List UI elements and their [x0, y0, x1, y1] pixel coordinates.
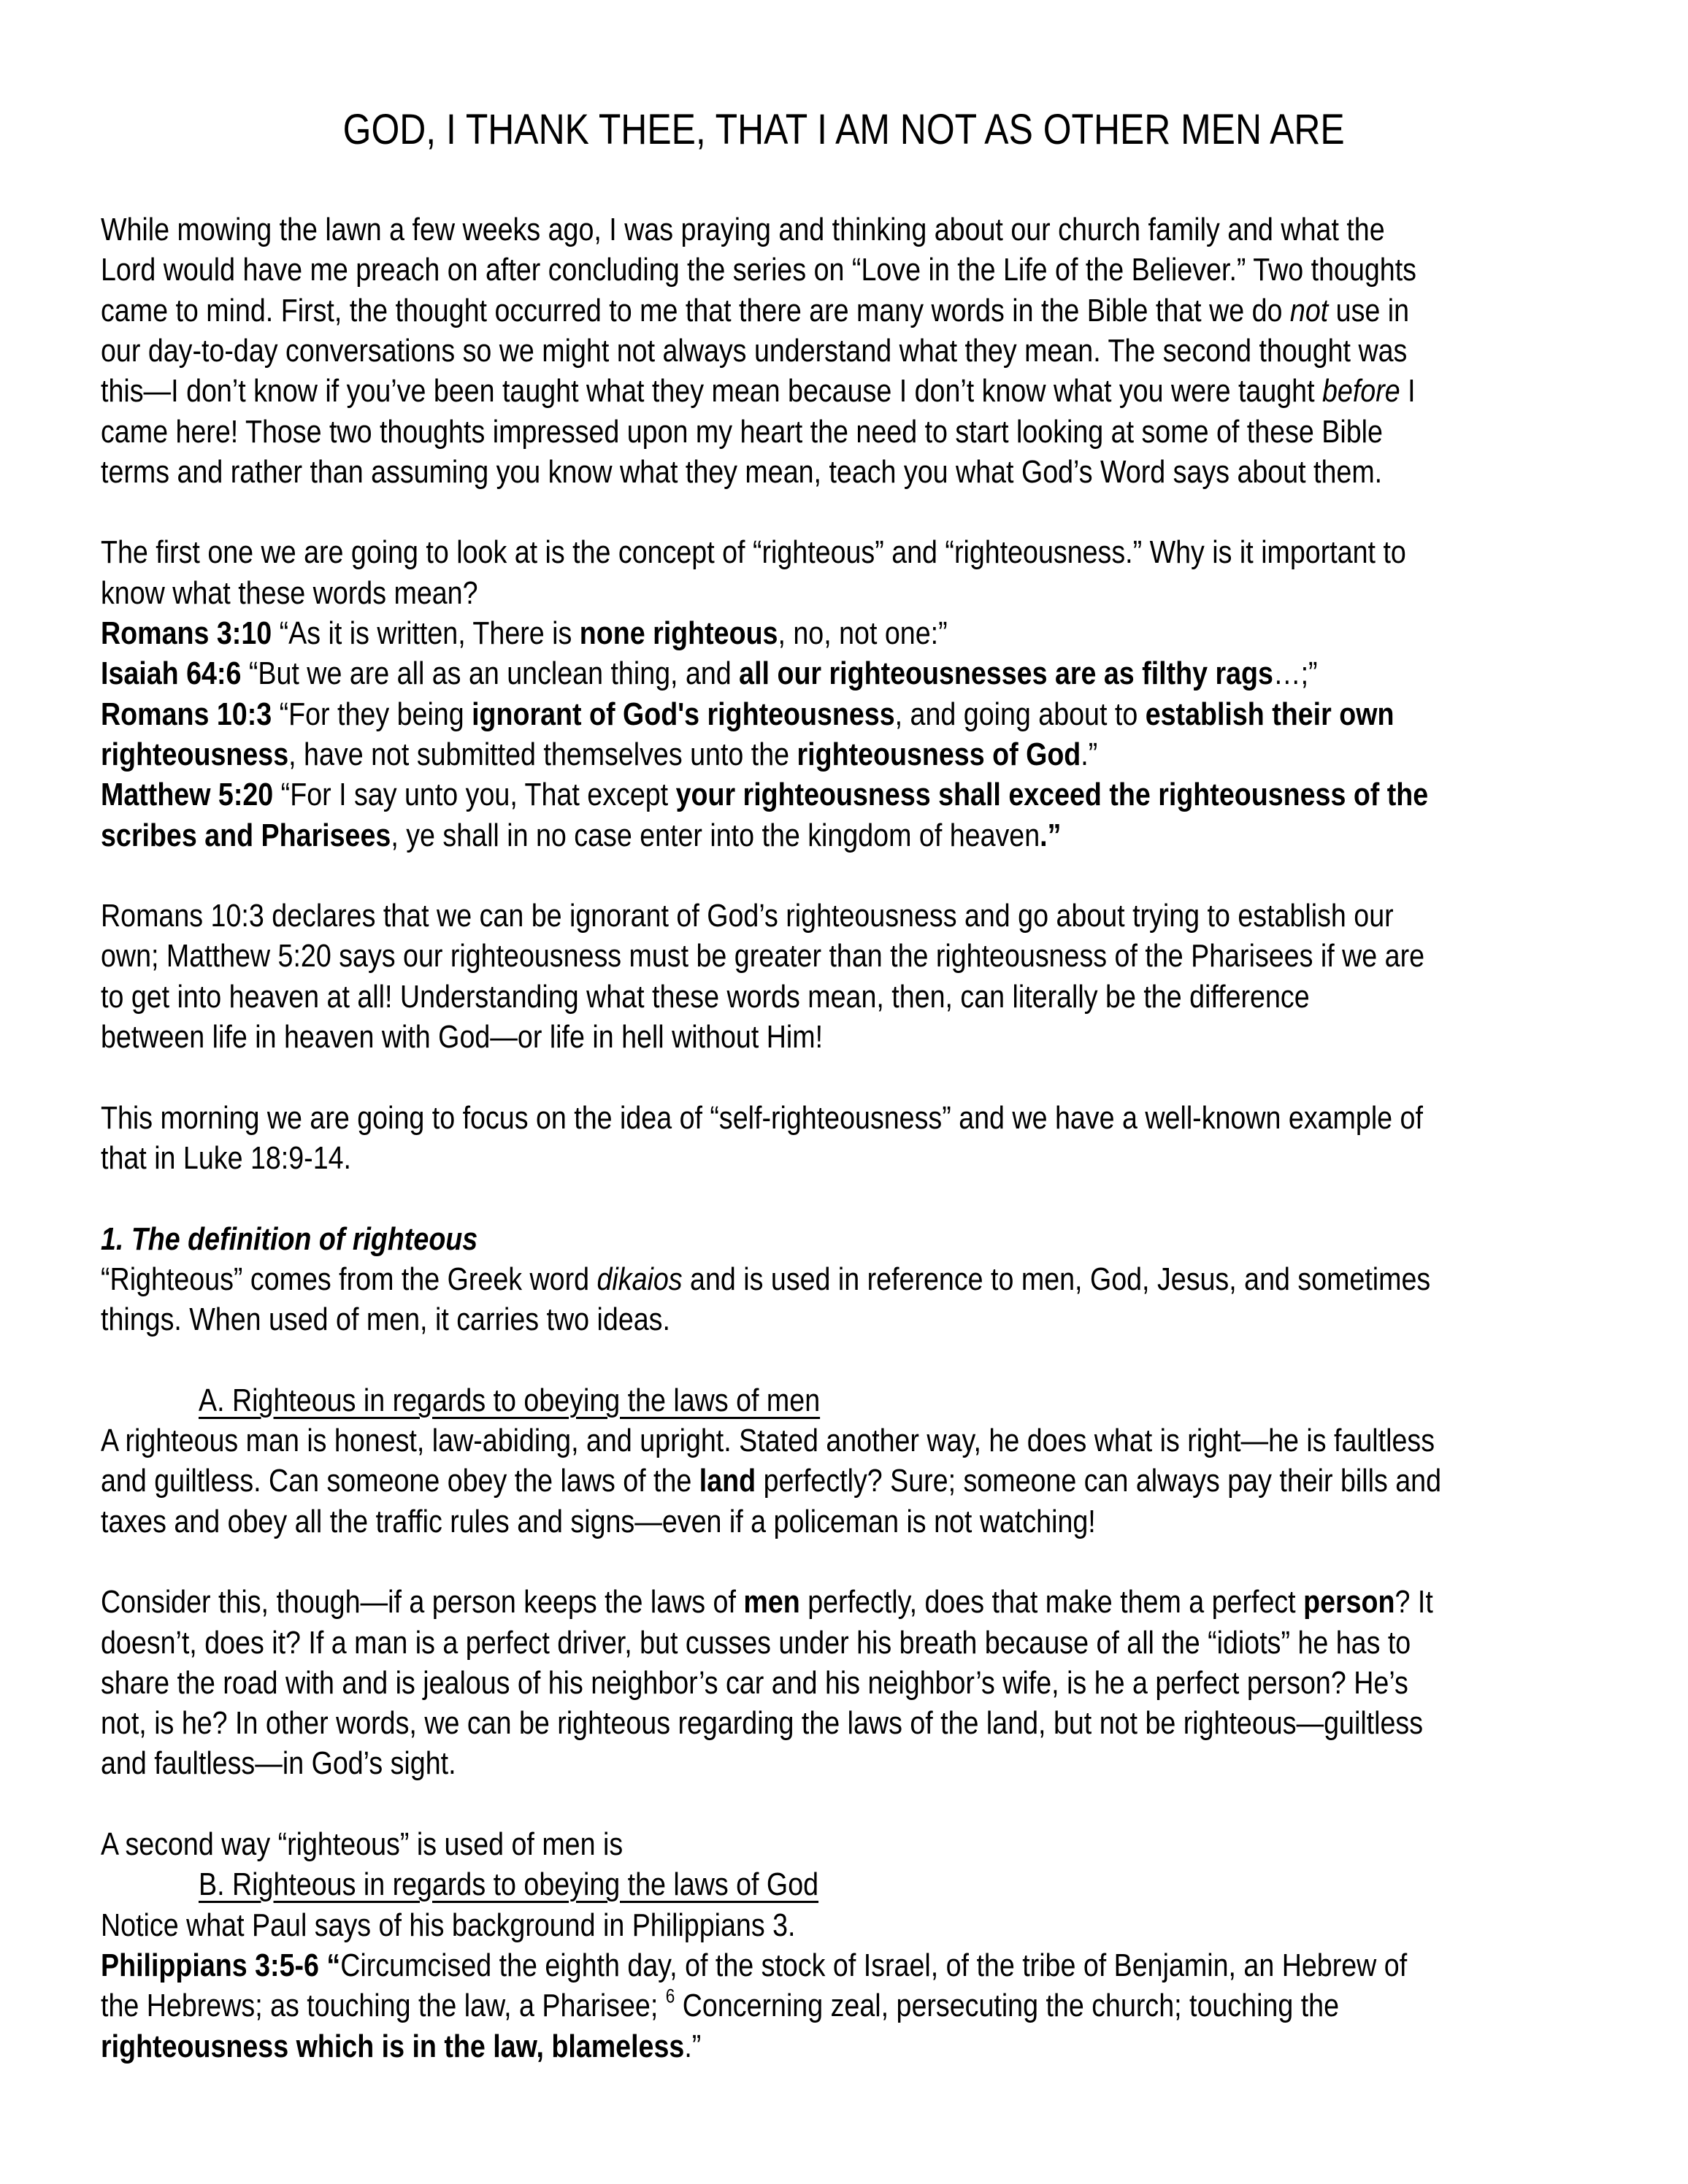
- text-segment: Concerning zeal, persecuting the church; touching the: [675, 1988, 1340, 2023]
- text-segment: not: [1289, 293, 1329, 328]
- bold-text: all our righteousnesses are as filthy rags: [739, 655, 1273, 691]
- bold-text: Philippians 3:5-6 “: [101, 1947, 341, 1983]
- text-line: [101, 1219, 477, 1259]
- text-segment: Romans 10:3 declares that we can be ignorant of God’s righteousness and go about trying to establish our: [101, 898, 1394, 934]
- bold-text: righteousness which is in the law, blameless: [101, 2029, 685, 2064]
- text-segment: I: [1400, 373, 1416, 409]
- text-line: [101, 1017, 823, 1057]
- bold-text: scribes and Pharisees: [101, 818, 391, 853]
- text-segment: share the road with and is jealous of his neighbor’s car and his neighbor’s wife, is he a perfect person? He’s: [101, 1665, 1408, 1701]
- text-line: [101, 2026, 701, 2066]
- text-line: [101, 452, 1382, 492]
- text-line: [101, 331, 1407, 371]
- text-segment: A righteous man is honest, law-abiding, and upright. Stated another way, he does what is right—he is faultless: [101, 1423, 1435, 1458]
- text-segment: not, is he? In other words, we can be righteous regarding the laws of the land, but not be righteous—guiltless: [101, 1705, 1424, 1741]
- text-segment: our day-to-day conversations so we might not always understand what they mean. The second thought was: [101, 333, 1408, 369]
- text-segment: taxes and obey all the traffic rules and signs—even if a policeman is not watching!: [101, 1504, 1096, 1539]
- text-segment: Notice what Paul says of his background in Philippians 3.: [101, 1907, 796, 1943]
- text-segment: A. Righteous in regards to obeying the laws of men: [199, 1383, 821, 1418]
- section-subheading: [199, 1864, 818, 1904]
- text-line: [101, 653, 1318, 693]
- text-line: [101, 1703, 1423, 1743]
- text-segment: to get into heaven at all! Understanding what these words mean, then, can literally be the difference: [101, 979, 1310, 1015]
- text-segment: “Righteous” comes from the Greek word: [101, 1261, 597, 1297]
- text-line: [101, 1623, 1411, 1663]
- text-segment: perfectly? Sure; someone can always pay their bills and: [756, 1463, 1442, 1499]
- bold-text: Romans 10:3: [101, 696, 272, 732]
- bold-text: your righteousness shall exceed the righteousness of the: [675, 777, 1429, 812]
- page-title-text: GOD, I THANK THEE, THAT I AM NOT AS OTHER MEN ARE: [343, 106, 1345, 153]
- section-subheading: [199, 1380, 820, 1420]
- text-line: [101, 250, 1416, 290]
- text-segment: .”: [1081, 737, 1098, 772]
- text-line: [101, 936, 1424, 976]
- text-segment: own; Matthew 5:20 says our righteousness must be greater than the righteousness of the Pharisees if we are: [101, 938, 1425, 974]
- bold-text: men: [743, 1584, 800, 1620]
- text-line: [101, 1743, 456, 1783]
- text-line: [101, 694, 1394, 734]
- text-line: [101, 1985, 1339, 2026]
- text-segment: , ye shall in no case enter into the kingdom of heaven: [391, 818, 1040, 853]
- bold-text: land: [699, 1463, 756, 1499]
- text-segment: the Hebrews; as touching the law, a Pharisee;: [101, 1988, 666, 2023]
- bold-text: Isaiah 64:6: [101, 655, 242, 691]
- text-line: [101, 1582, 1433, 1622]
- text-segment: doesn’t, does it? If a man is a perfect driver, but cusses under his breath because of all the “idiots” he has to: [101, 1625, 1411, 1661]
- text-segment: know what these words mean?: [101, 575, 478, 611]
- bold-text: righteousness of God: [797, 737, 1081, 772]
- text-segment: dikaios: [596, 1261, 683, 1297]
- text-line: [101, 734, 1097, 774]
- text-segment: terms and rather than assuming you know what they mean, teach you what God’s Word says about them.: [101, 454, 1383, 490]
- text-line: [101, 1663, 1408, 1703]
- text-segment: things. When used of men, it carries two ideas.: [101, 1301, 670, 1337]
- text-segment: A second way “righteous” is used of men is: [101, 1826, 624, 1862]
- text-segment: “For I say unto you, That except: [273, 777, 676, 812]
- text-segment: Lord would have me preach on after concluding the series on “Love in the Life of the Believer.” Two thoughts: [101, 252, 1417, 288]
- text-line: [101, 1461, 1441, 1501]
- text-line: [101, 977, 1310, 1017]
- text-segment: B. Righteous in regards to obeying the laws of God: [199, 1866, 819, 1902]
- text-segment: use in: [1328, 293, 1410, 328]
- text-line: [101, 1905, 795, 1945]
- text-segment: perfectly, does that make them a perfect: [799, 1584, 1304, 1620]
- bold-text: ignorant of God's righteousness: [472, 696, 895, 732]
- bold-text: establish their own: [1145, 696, 1394, 732]
- text-line: [101, 1259, 1430, 1299]
- text-line: [101, 209, 1385, 250]
- text-line: [101, 371, 1416, 411]
- text-segment: “But we are all as an unclean thing, and: [241, 655, 740, 691]
- text-segment: came to mind. First, the thought occurred to me that there are many words in the Bible that we do: [101, 293, 1290, 328]
- text-segment: , no, not one:”: [778, 615, 948, 651]
- bold-text: .”: [1040, 818, 1062, 853]
- text-line: [101, 1138, 351, 1178]
- bold-text: Matthew 5:20: [101, 777, 274, 812]
- text-segment: “As it is written, There is: [272, 615, 580, 651]
- text-line: [101, 774, 1428, 815]
- text-segment: …;”: [1273, 655, 1318, 691]
- text-line: [101, 613, 948, 653]
- bold-text: Romans 3:10: [101, 615, 272, 651]
- text-segment: Consider this, though—if a person keeps the laws of: [101, 1584, 744, 1620]
- text-line: [101, 532, 1406, 572]
- text-segment: and faultless—in God’s sight.: [101, 1745, 456, 1781]
- text-segment: between life in heaven with God—or life in hell without Him!: [101, 1019, 824, 1055]
- text-line: [101, 815, 1061, 855]
- text-segment: This morning we are going to focus on the idea of “self-righteousness” and we have a well-known example of: [101, 1100, 1423, 1136]
- text-segment: came here! Those two thoughts impressed upon my heart the need to start looking at some of these Bible: [101, 414, 1383, 450]
- text-line: [101, 896, 1394, 936]
- text-segment: .”: [684, 2029, 702, 2064]
- text-line: [101, 1945, 1407, 1985]
- text-line: [101, 1299, 670, 1339]
- text-segment: “For they being: [272, 696, 472, 732]
- bold-text: person: [1303, 1584, 1395, 1620]
- text-segment: that in Luke 18:9-14.: [101, 1140, 352, 1176]
- text-segment: While mowing the lawn a few weeks ago, I was praying and thinking about our church family and what the: [101, 212, 1385, 247]
- text-segment: and guiltless. Can someone obey the laws of the: [101, 1463, 699, 1499]
- text-line: [101, 1420, 1435, 1461]
- text-segment: Circumcised the eighth day, of the stock of Israel, of the tribe of Benjamin, an Hebrew of: [340, 1947, 1408, 1983]
- text-line: [101, 573, 478, 613]
- verse-number: 6: [665, 1985, 675, 2007]
- bold-text: none righteous: [579, 615, 778, 651]
- text-line: [101, 1824, 623, 1864]
- text-segment: , and going about to: [894, 696, 1146, 732]
- text-segment: this—I don’t know if you’ve been taught what they mean because I don’t know what you were taught: [101, 373, 1323, 409]
- text-line: [101, 291, 1409, 331]
- text-segment: The first one we are going to look at is the concept of “righteous” and “righteousness.” Why is it important to: [101, 534, 1406, 570]
- page-title: [0, 107, 1688, 153]
- text-segment: and is used in reference to men, God, Jesus, and sometimes: [682, 1261, 1431, 1297]
- text-line: [101, 412, 1383, 452]
- text-segment: ? It: [1394, 1584, 1433, 1620]
- text-segment: before: [1322, 373, 1400, 409]
- bold-text: 1. The definition of righteous: [101, 1221, 478, 1257]
- text-line: [101, 1098, 1423, 1138]
- text-segment: , have not submitted themselves unto the: [288, 737, 797, 772]
- text-line: [101, 1502, 1096, 1542]
- bold-text: righteousness: [101, 737, 289, 772]
